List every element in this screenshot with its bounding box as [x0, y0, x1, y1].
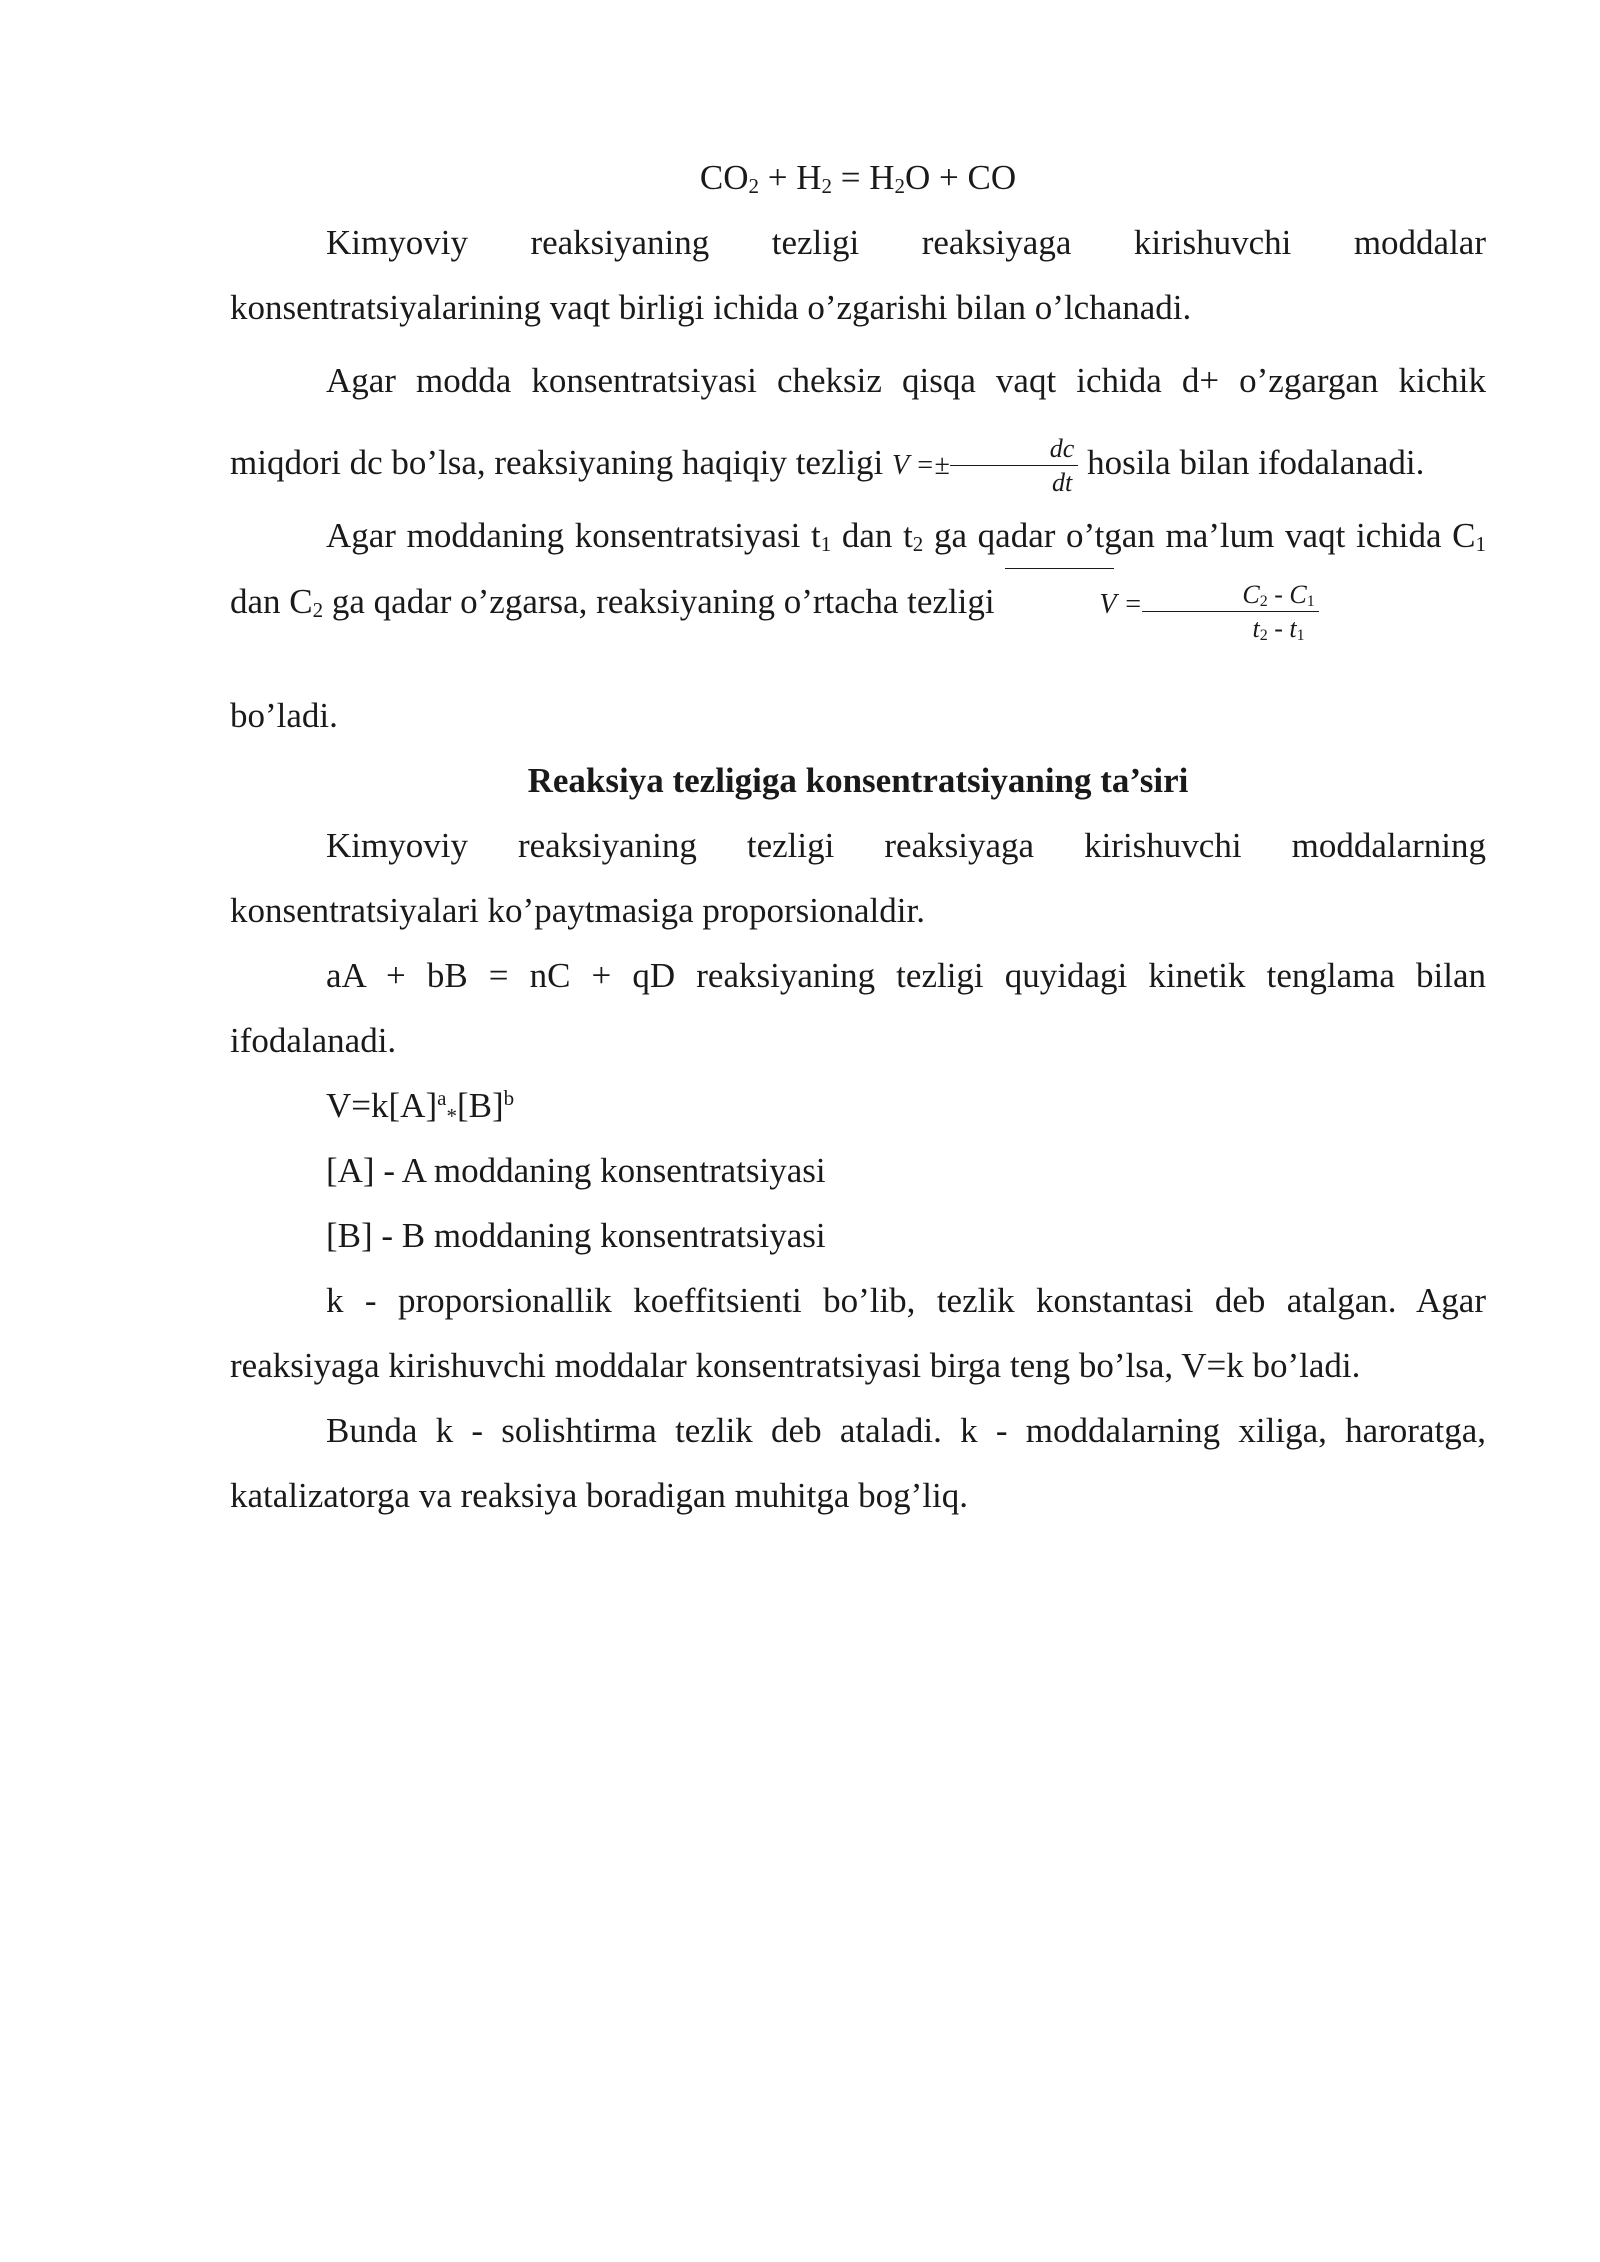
- fraction-denominator: dt: [1051, 467, 1073, 497]
- paragraph-text: Bunda k - solishtirma tezlik deb ataladi. k - moddalarning xiliga, haroratga, katalizatorga va reaksiya boradigan muhitga bog’liq.: [230, 1411, 1486, 1515]
- derivative-fraction: [950, 433, 1079, 497]
- den-sub: 1: [1296, 627, 1305, 644]
- fraction-numerator: dc: [950, 436, 1079, 466]
- num-part: C: [1242, 580, 1260, 609]
- equation-line: [230, 145, 1486, 210]
- num-sub: 1: [1306, 593, 1315, 610]
- heading-text: Reaksiya tezligiga konsentratsiyaning ta’siri: [527, 761, 1189, 800]
- chemical-equation: [230, 145, 1486, 210]
- rate-law-text: [230, 1073, 1486, 1138]
- den-part: - t: [1267, 614, 1297, 643]
- formula-v-bar: V: [1003, 572, 1116, 637]
- formula-lhs: V =±: [891, 450, 950, 481]
- den-part: t: [1252, 614, 1260, 643]
- eq-sub: 2: [821, 174, 832, 198]
- definition-text: [B] - B moddaning konsentratsiyasi: [326, 1216, 826, 1255]
- den-sub: 2: [1259, 627, 1268, 644]
- fraction-numerator: [1142, 582, 1318, 612]
- paragraph-2: [230, 340, 1486, 507]
- formula-eq: =: [1116, 589, 1143, 621]
- paragraph-text: aA + bB = nC + qD reaksiyaning tezligi quyidagi kinetik tenglama bilan ifodalanadi.: [230, 956, 1486, 1060]
- paragraph-text: [230, 340, 1486, 507]
- section-heading: [230, 748, 1486, 813]
- average-rate-fraction: [1142, 582, 1318, 642]
- eq-sub: 2: [894, 174, 905, 198]
- paragraph-span: dan t: [831, 516, 913, 555]
- rate-part: V=k[A]: [326, 1086, 438, 1125]
- definition-b: [230, 1203, 1486, 1268]
- paragraph-span: ga qadar o’zgarsa, reaksiyaning o’rtacha tezligi: [323, 582, 1004, 622]
- paragraph-3-end: [230, 683, 1486, 748]
- paragraph-span: dan C: [230, 582, 313, 622]
- rate-star: *: [446, 1104, 457, 1128]
- sub: 2: [912, 532, 924, 556]
- paragraph-5: [230, 943, 1486, 1073]
- paragraph-7: [230, 1398, 1486, 1528]
- paragraph-3: [230, 503, 1486, 642]
- paragraph-text: bo’ladi.: [230, 696, 338, 735]
- eq-part: = H: [831, 158, 895, 197]
- eq-part: + H: [758, 158, 822, 197]
- num-part: - C: [1267, 580, 1307, 609]
- sub: 1: [820, 532, 832, 556]
- paragraph-span: Agar modda konsentratsiyasi cheksiz qisqa vaqt ichida d+ o’zgargan kichik miqdori dc bo’lsa, reaksiyaning haqiqiy tezligi: [230, 361, 1486, 482]
- rate-sup: a: [437, 1086, 447, 1110]
- paragraph-span: ga qadar o’tgan ma’lum vaqt ichida C: [923, 516, 1476, 555]
- rate-law: [230, 1073, 1486, 1138]
- paragraph-6: [230, 1268, 1486, 1398]
- paragraph-span: Agar moddaning konsentratsiyasi t: [326, 516, 821, 555]
- eq-sub: 2: [748, 174, 759, 198]
- definition-a: [230, 1138, 1486, 1203]
- paragraph-4: [230, 813, 1486, 943]
- rate-part: [B]: [456, 1086, 504, 1125]
- fraction-denominator: [1142, 612, 1318, 642]
- sub: 1: [1475, 532, 1486, 556]
- sub: 2: [312, 598, 324, 623]
- paragraph-text: Kimyoviy reaksiyaning tezligi reaksiyaga kirishuvchi moddalar konsentratsiyalarining vaqt birligi ichida o’zgarishi bilan o’lchanadi.: [230, 223, 1486, 327]
- paragraph-text: Kimyoviy reaksiyaning tezligi reaksiyaga kirishuvchi moddalarning konsentratsiyalari ko’paytmasiga proporsionaldir.: [230, 826, 1486, 930]
- eq-part: O + CO: [905, 158, 1017, 197]
- eq-part: CO: [699, 158, 749, 197]
- definition-text: [A] - A moddaning konsentratsiyasi: [326, 1151, 826, 1190]
- paragraph-text: k - proporsionallik koeffitsienti bo’lib, tezlik konstantasi deb atalgan. Agar reaksiyaga kirishuvchi moddalar konsentratsiyasi birga teng bo’lsa, V=k bo’ladi.: [230, 1281, 1486, 1385]
- paragraph-text: [230, 503, 1486, 642]
- num-sub: 2: [1259, 593, 1268, 610]
- paragraph-span: hosila bilan ifodalanadi.: [1078, 443, 1425, 482]
- rate-sup: b: [503, 1086, 515, 1110]
- paragraph-1: [230, 210, 1486, 340]
